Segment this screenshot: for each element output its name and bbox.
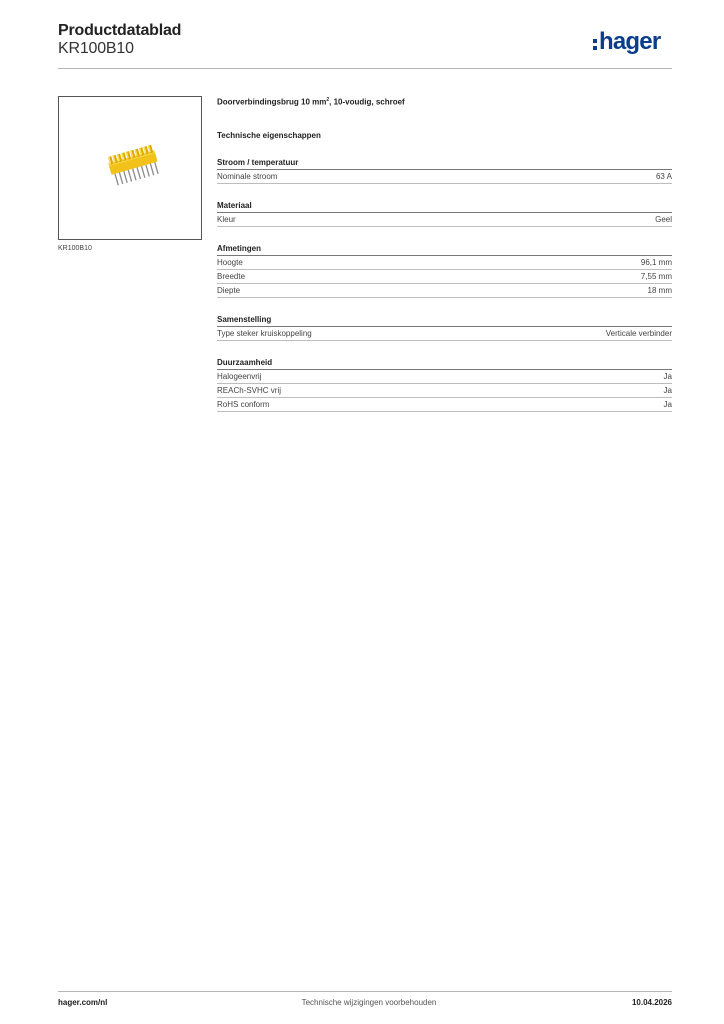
row-value: 63 A — [655, 172, 672, 181]
row-label: Halogeenvrij — [217, 372, 262, 381]
row-label: Diepte — [217, 286, 241, 295]
product-description: Doorverbindingsbrug 10 $mm^2$, 10-voudig, schroef — [217, 97, 405, 107]
section-dimensions — [217, 244, 672, 298]
section-title: Duurzaamheid — [217, 358, 672, 370]
table-row — [217, 270, 672, 284]
row-label: Kleur — [217, 215, 236, 224]
technical-properties-heading: Technische eigenschappen — [217, 131, 321, 140]
section-material — [217, 201, 672, 227]
row-label: Type steker kruiskoppeling — [217, 329, 312, 338]
page-title: Productdatablad — [58, 22, 182, 39]
row-label: Hoogte — [217, 258, 243, 267]
table-row — [217, 256, 672, 270]
row-value: 96,1 mm — [640, 258, 672, 267]
logo-text: hager — [599, 28, 661, 55]
logo-colon-icon — [593, 39, 597, 50]
footer-website-link[interactable]: hager.com/nl — [58, 998, 108, 1007]
row-value: 7,55 mm — [640, 272, 672, 281]
section-title: Afmetingen — [217, 244, 672, 256]
row-label: Breedte — [217, 272, 246, 281]
product-image-caption: KR100B10 — [58, 245, 92, 252]
section-title: Materiaal — [217, 201, 672, 213]
row-value: 18 mm — [647, 286, 672, 295]
row-label: Nominale stroom — [217, 172, 278, 181]
footer-disclaimer: Technische wijzigingen voorbehouden — [301, 998, 437, 1007]
row-label: RoHS conform — [217, 400, 270, 409]
row-value: Verticale verbinder — [605, 329, 672, 338]
table-row — [217, 398, 672, 412]
row-value: Ja — [663, 386, 672, 395]
section-title: Stroom / temperatuur — [217, 158, 672, 170]
header-divider — [58, 68, 672, 69]
section-current-temperature — [217, 158, 672, 184]
row-value: Ja — [663, 400, 672, 409]
table-row — [217, 327, 672, 341]
footer-date: 10.04.2026 — [631, 998, 672, 1007]
table-row — [217, 284, 672, 298]
row-value: Geel — [655, 215, 672, 224]
section-sustainability — [217, 358, 672, 412]
row-value: Ja — [663, 372, 672, 381]
table-row — [217, 370, 672, 384]
table-row — [217, 384, 672, 398]
footer-divider — [58, 991, 672, 992]
table-row — [217, 170, 672, 184]
hager-logo — [593, 29, 660, 55]
product-details — [217, 97, 672, 412]
section-composition — [217, 315, 672, 341]
row-label: REACh-SVHC vrij — [217, 386, 282, 395]
product-image — [58, 96, 202, 240]
yellow-bridge-icon — [59, 97, 203, 241]
product-code: KR100B10 — [58, 40, 134, 57]
table-row — [217, 213, 672, 227]
section-title: Samenstelling — [217, 315, 672, 327]
